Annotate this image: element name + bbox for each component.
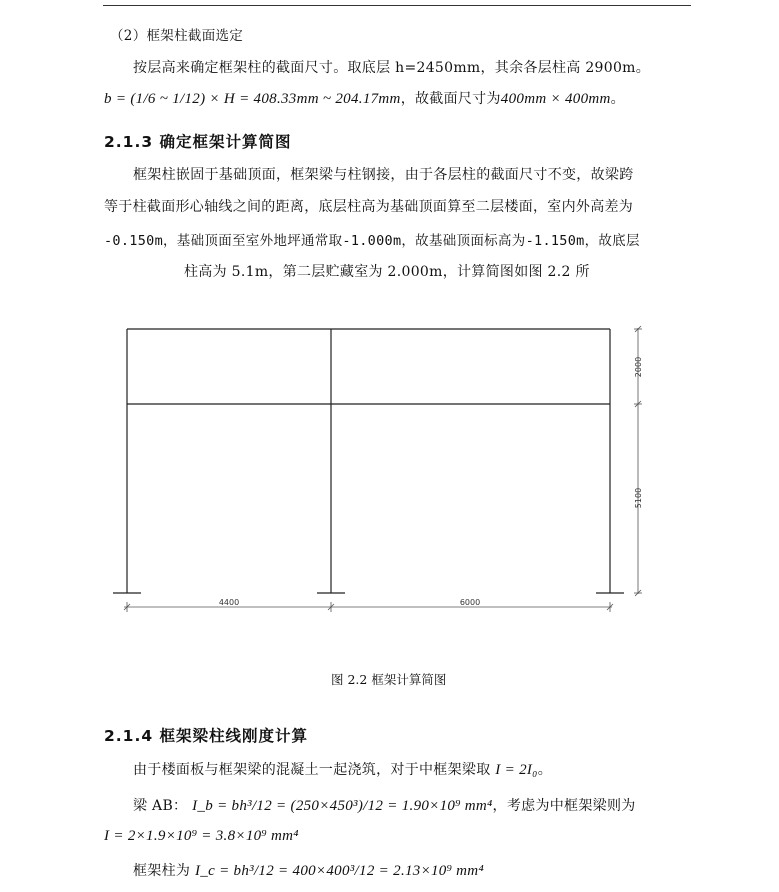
paragraph-column-height: 按层高来确定框架柱的截面尺寸。取底层 h=2450mm，其余各层柱高 2900m。 <box>133 60 651 76</box>
formula-size: 400mm × 400mm <box>500 91 611 107</box>
subsection-heading: （2）框架柱截面选定 <box>110 28 244 44</box>
dim-label-2000: 2000 <box>634 356 643 378</box>
paragraph-line-3: -0.150m，基础顶面至室外地坪通常取-1.000m，故基础顶面标高为-1.150m，故底层 <box>104 233 640 249</box>
text-middle-frame: ，考虑为中框架梁则为 <box>492 798 636 814</box>
dim-label-5100: 5100 <box>634 487 643 509</box>
section-heading-2-1-3: 2.1.3 确定框架计算简图 <box>104 133 292 151</box>
paragraph-line-1: 框架柱嵌固于基础顶面，框架梁与柱钢接，由于各层柱的截面尺寸不变，故梁跨 <box>133 167 634 183</box>
formula-b: b = (1/6 ~ 1/12) × H = 408.33mm ~ 204.17mm <box>104 91 401 107</box>
formula-I-2I0: I = 2I₀ <box>495 762 538 778</box>
paragraph-beam-stiffness <box>133 759 552 779</box>
formula-I-value: I = 2×1.9×10⁹ = 3.8×10⁹ mm⁴ <box>104 828 299 844</box>
period: 。 <box>610 91 625 107</box>
label-beam-ab: 梁 AB： <box>133 798 188 814</box>
paragraph-line-4: 柱高为 5.1m，第二层贮藏室为 2.000m，计算简图如图 2.2 所 <box>184 264 590 280</box>
dim-label-4400: 4400 <box>218 598 240 607</box>
text-beam-intro: 由于楼面板与框架梁的混凝土一起浇筑，对于中框架梁取 <box>133 762 491 778</box>
formula-Ic: I_c = bh³/12 = 400×400³/12 = 2.13×10⁹ mm⁴ <box>194 863 484 879</box>
paragraph-beam-ab <box>133 795 636 815</box>
label-column: 框架柱为 <box>133 863 191 879</box>
paragraph-line-2: 等于柱截面形心轴线之间的距离，底层柱高为基础顶面算至二层楼面，室内外高差为 <box>104 199 634 215</box>
figure-caption: 图 2.2 框架计算简图 <box>331 672 447 687</box>
formula-Ib: I_b = bh³/12 = (250×450³)/12 = 1.90×10⁹ mm⁴ <box>192 798 493 814</box>
text-section-size: ，故截面尺寸为 <box>400 91 501 107</box>
paragraph-column-stiffness <box>133 860 484 880</box>
formula-line-I <box>104 828 299 845</box>
dim-label-6000: 6000 <box>459 598 481 607</box>
period: 。 <box>537 762 553 778</box>
section-heading-2-1-4: 2.1.4 框架梁柱线刚度计算 <box>104 727 309 745</box>
